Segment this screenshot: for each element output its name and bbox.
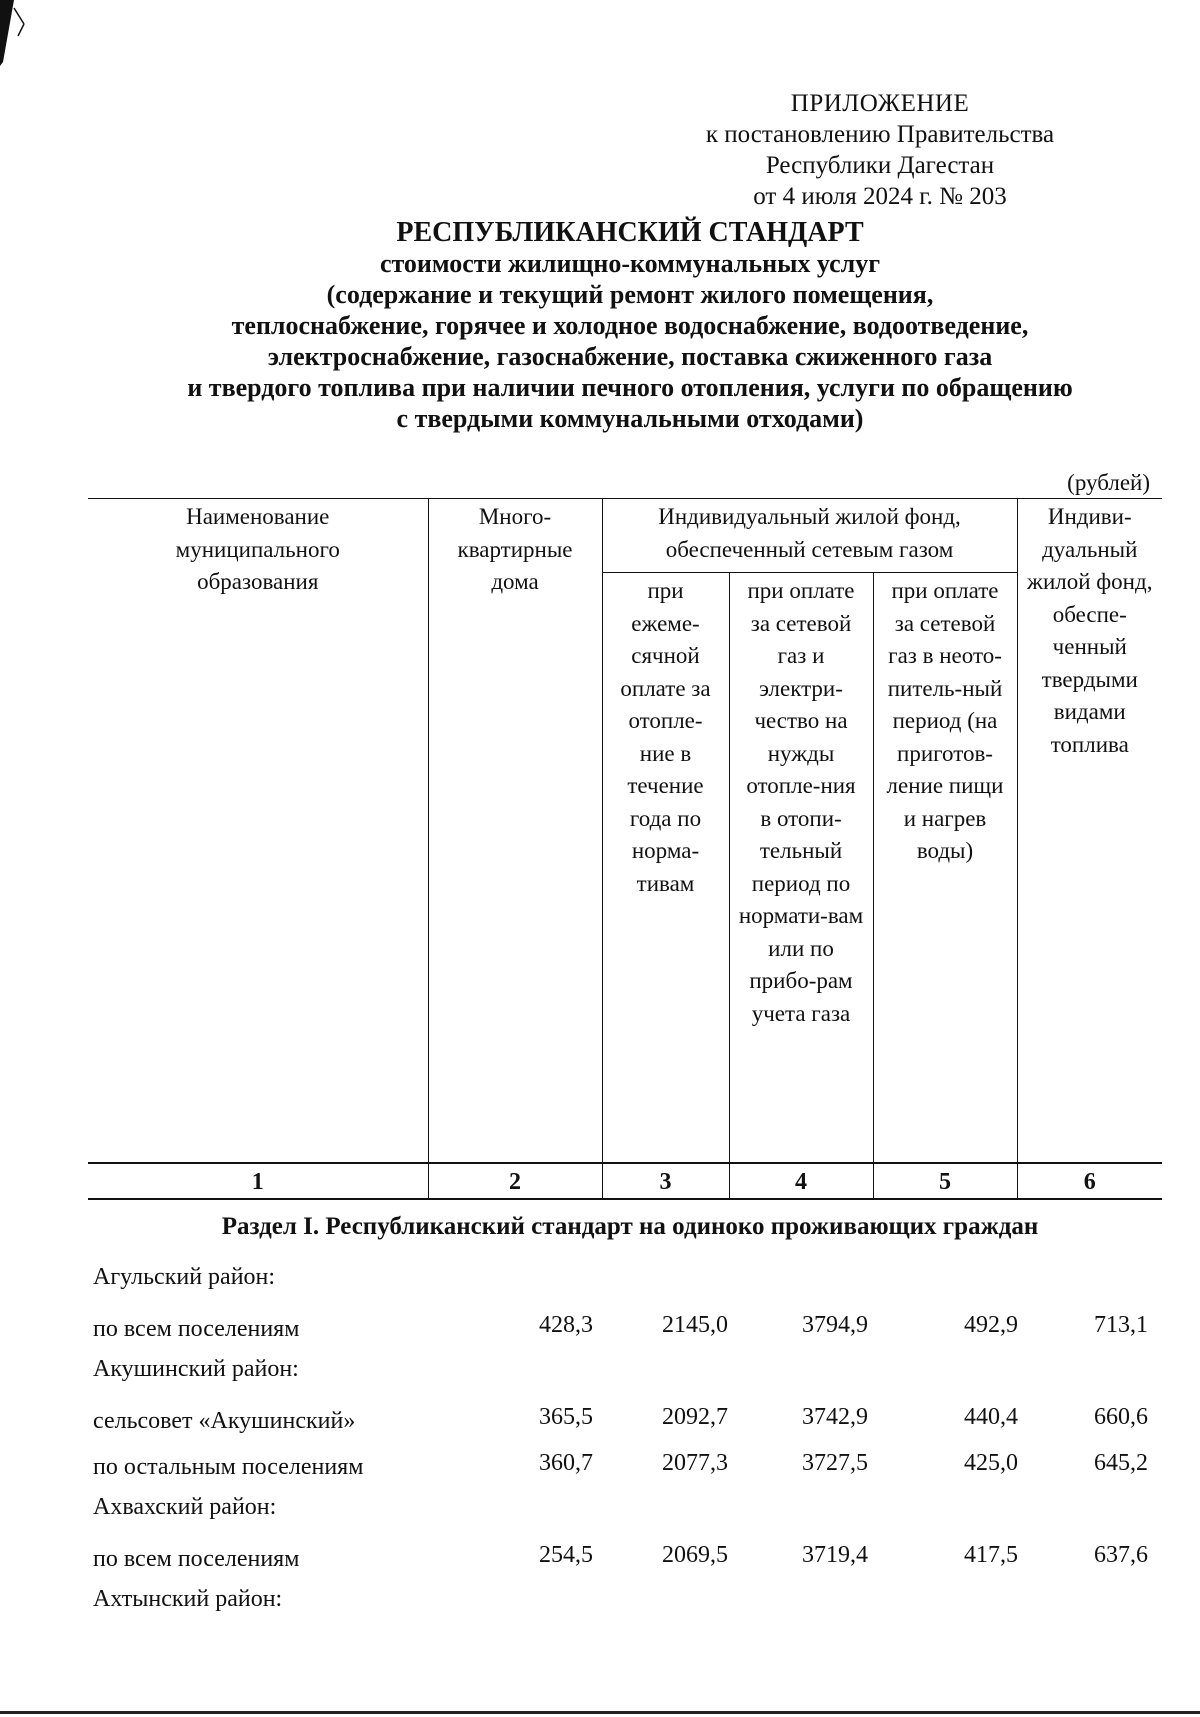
value-heating-season: 3742,9: [802, 1404, 868, 1430]
title-line-3: теплоснабжение, горячее и холодное водоснабжение, водоотведение,: [231, 311, 1029, 340]
value-solid-fuel: 637,6: [1094, 1542, 1148, 1568]
header-col-3: при ежеме-сячной оплате за отопле-ние в течение года по норма-тивам: [602, 573, 729, 1163]
title-line-1: стоимости жилищно-коммунальных услуг: [379, 249, 881, 278]
value-monthly-heating: 2145,0: [662, 1312, 728, 1338]
district-row: [93, 1264, 1153, 1310]
column-number: 6: [1017, 1163, 1162, 1200]
value-heating-season: 3727,5: [802, 1450, 868, 1476]
header-col-4: при оплате за сетевой газ и электри-чество на нужды отопле-ния в отопи-тельный период по нормати-вам или по прибо-рам учета газа: [729, 573, 873, 1163]
header-col-1: Наименование муниципального образования: [88, 499, 428, 1163]
settlement-name: по всем поселениям: [93, 1546, 300, 1572]
title-main: РЕСПУБЛИКАНСКИЙ СТАНДАРТ: [396, 217, 864, 248]
section-heading: Раздел I. Республиканский стандарт на одиноко проживающих граждан: [221, 1213, 1039, 1240]
settlement-name: по остальным поселениям: [93, 1454, 364, 1480]
tariff-table-body: [93, 1264, 1153, 1632]
table-row: [93, 1402, 1153, 1448]
appendix-line-3: от 4 июля 2024 г. № 203: [753, 183, 1007, 210]
settlement-name: по всем поселениям: [93, 1316, 300, 1342]
tariff-table-header: [88, 498, 1162, 1200]
value-apartment: 254,5: [539, 1542, 593, 1568]
header-group-gas: Индивидуальный жилой фонд, обеспеченный сетевым газом: [602, 499, 1017, 573]
column-number: 4: [729, 1163, 873, 1200]
scan-corner-mark: [0, 0, 40, 70]
value-monthly-heating: 2069,5: [662, 1542, 728, 1568]
district-name: Ахтынский район:: [93, 1586, 283, 1612]
header-col-6: Индиви-дуальный жилой фонд, обеспе-ченный твердыми видами топлива: [1017, 499, 1162, 1163]
district-name: Ахвахский район:: [93, 1494, 277, 1520]
value-monthly-heating: 2092,7: [662, 1404, 728, 1430]
district-name: Акушинский район:: [93, 1356, 299, 1382]
column-number: 2: [428, 1163, 602, 1200]
district-row: [93, 1356, 1153, 1402]
document-title: [90, 217, 1170, 434]
column-number: 3: [602, 1163, 729, 1200]
header-col-5: при оплате за сетевой газ в неото-питель-ный период (на приготов-ление пищи и нагрев воды): [873, 573, 1017, 1163]
appendix-title: ПРИЛОЖЕНИЕ: [790, 90, 970, 117]
appendix-line-1: к постановлению Правительства: [705, 121, 1055, 148]
column-number: 5: [873, 1163, 1017, 1200]
value-apartment: 428,3: [539, 1312, 593, 1338]
appendix-block: [600, 88, 1160, 212]
title-line-6: с твердыми коммунальными отходами): [396, 404, 864, 433]
value-non-heating: 417,5: [964, 1542, 1018, 1568]
value-non-heating: 492,9: [964, 1312, 1018, 1338]
header-col-2: Много-квартирные дома: [428, 499, 602, 1163]
value-solid-fuel: 645,2: [1094, 1450, 1148, 1476]
units-label: (рублей): [1067, 470, 1150, 495]
value-solid-fuel: 713,1: [1094, 1312, 1148, 1338]
table-row: [93, 1310, 1153, 1356]
table-row: [93, 1448, 1153, 1494]
settlement-name: сельсовет «Акушинский»: [93, 1408, 356, 1434]
value-heating-season: 3719,4: [802, 1542, 868, 1568]
scan-bottom-edge: [0, 1711, 1200, 1714]
district-row: [93, 1586, 1153, 1632]
district-row: [93, 1494, 1153, 1540]
title-line-2: (содержание и текущий ремонт жилого помещения,: [326, 280, 934, 309]
title-line-4: электроснабжение, газоснабжение, поставка сжиженного газа: [267, 342, 993, 371]
value-non-heating: 425,0: [964, 1450, 1018, 1476]
column-number: 1: [88, 1163, 428, 1200]
value-apartment: 360,7: [539, 1450, 593, 1476]
value-monthly-heating: 2077,3: [662, 1450, 728, 1476]
title-line-5: и твердого топлива при наличии печного отопления, услуги по обращению: [187, 373, 1073, 402]
value-heating-season: 3794,9: [802, 1312, 868, 1338]
appendix-line-2: Республики Дагестан: [765, 152, 995, 179]
table-row: [93, 1540, 1153, 1586]
value-solid-fuel: 660,6: [1094, 1404, 1148, 1430]
district-name: Агульский район:: [93, 1264, 276, 1290]
value-apartment: 365,5: [539, 1404, 593, 1430]
value-non-heating: 440,4: [964, 1404, 1018, 1430]
